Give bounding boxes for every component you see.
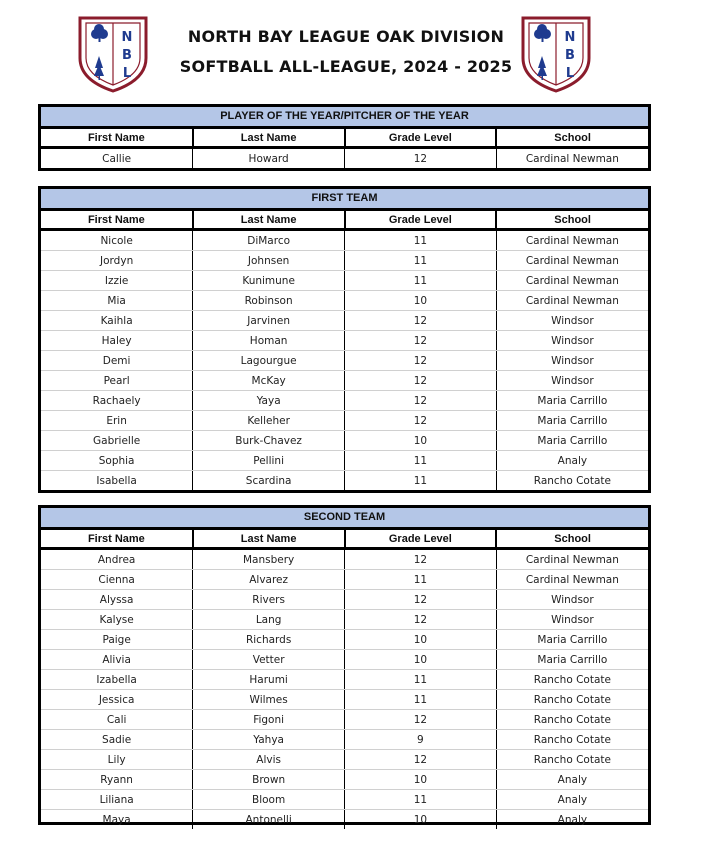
table-row xyxy=(41,750,648,770)
table-cell: Rivers xyxy=(193,590,345,610)
column-header: Grade Level xyxy=(345,211,497,230)
table-cell: Haley xyxy=(41,331,193,351)
table-cell: Rancho Cotate xyxy=(496,670,648,690)
table-cell: Maria Carrillo xyxy=(496,431,648,451)
table-row xyxy=(41,650,648,670)
table-cell: Jessica xyxy=(41,690,193,710)
table-cell: Cardinal Newman xyxy=(496,230,648,251)
table-cell: Izabella xyxy=(41,670,193,690)
table-cell: Demi xyxy=(41,351,193,371)
table-cell: 11 xyxy=(345,690,497,710)
table-cell: Maria Carrillo xyxy=(496,630,648,650)
table-cell: Figoni xyxy=(193,710,345,730)
table-row xyxy=(41,710,648,730)
table-cell: Pearl xyxy=(41,371,193,391)
column-header: Last Name xyxy=(193,129,345,148)
table-cell: Andrea xyxy=(41,549,193,570)
table-cell: 12 xyxy=(345,311,497,331)
table-cell: Bloom xyxy=(193,790,345,810)
table-cell: 12 xyxy=(345,750,497,770)
table-cell: Cardinal Newman xyxy=(496,570,648,590)
logo-letter: B xyxy=(122,48,132,63)
table-cell: Kelleher xyxy=(193,411,345,431)
table-cell: McKay xyxy=(193,371,345,391)
table-cell: Windsor xyxy=(496,331,648,351)
table-cell: Pellini xyxy=(193,451,345,471)
logo-letter: N xyxy=(564,30,576,45)
table-row xyxy=(41,570,648,590)
table-cell: Lang xyxy=(193,610,345,630)
table-row xyxy=(41,230,648,251)
table-row xyxy=(41,610,648,630)
player-of-the-year-section xyxy=(38,104,651,171)
table-row xyxy=(41,730,648,750)
table-cell: Cienna xyxy=(41,570,193,590)
section-title: FIRST TEAM xyxy=(41,189,648,211)
section-title: PLAYER OF THE YEAR/PITCHER OF THE YEAR xyxy=(41,107,648,129)
table-cell: Wilmes xyxy=(193,690,345,710)
nbl-shield-logo-right xyxy=(519,14,593,94)
column-header: School xyxy=(496,530,648,549)
column-header: School xyxy=(496,211,648,230)
table-cell: 10 xyxy=(345,810,497,830)
table-cell: Jarvinen xyxy=(193,311,345,331)
table-cell: Kunimune xyxy=(193,271,345,291)
table-cell: Izzie xyxy=(41,271,193,291)
column-header: First Name xyxy=(41,530,193,549)
nbl-shield-logo-left xyxy=(76,14,150,94)
table-cell: DiMarco xyxy=(193,230,345,251)
roster-table xyxy=(41,211,648,490)
table-cell: 12 xyxy=(345,351,497,371)
table-cell: Alvis xyxy=(193,750,345,770)
table-cell: Johnsen xyxy=(193,251,345,271)
table-row xyxy=(41,590,648,610)
table-cell: Analy xyxy=(496,451,648,471)
table-cell: Nicole xyxy=(41,230,193,251)
table-cell: 10 xyxy=(345,291,497,311)
table-cell: Yahya xyxy=(193,730,345,750)
table-row xyxy=(41,331,648,351)
table-cell: Callie xyxy=(41,148,193,169)
table-cell: 10 xyxy=(345,770,497,790)
header-row xyxy=(41,129,648,148)
table-cell: Alivia xyxy=(41,650,193,670)
table-cell: Lagourgue xyxy=(193,351,345,371)
table-cell: Liliana xyxy=(41,790,193,810)
table-cell: Gabrielle xyxy=(41,431,193,451)
table-cell: 12 xyxy=(345,549,497,570)
table-cell: Robinson xyxy=(193,291,345,311)
column-header: First Name xyxy=(41,211,193,230)
table-row xyxy=(41,451,648,471)
table-cell: 12 xyxy=(345,590,497,610)
table-cell: Brown xyxy=(193,770,345,790)
table-row xyxy=(41,148,648,169)
table-cell: Lily xyxy=(41,750,193,770)
table-cell: 11 xyxy=(345,670,497,690)
table-row xyxy=(41,630,648,650)
header-row xyxy=(41,211,648,230)
table-row xyxy=(41,311,648,331)
table-cell: Maria Carrillo xyxy=(496,391,648,411)
table-cell: Antonelli xyxy=(193,810,345,830)
table-cell: Windsor xyxy=(496,311,648,331)
table-cell: 10 xyxy=(345,650,497,670)
table-cell: Cardinal Newman xyxy=(496,549,648,570)
table-row xyxy=(41,271,648,291)
table-cell: Rancho Cotate xyxy=(496,750,648,770)
table-cell: 11 xyxy=(345,230,497,251)
table-row xyxy=(41,391,648,411)
table-row xyxy=(41,670,648,690)
table-cell: Richards xyxy=(193,630,345,650)
table-cell: Cardinal Newman xyxy=(496,251,648,271)
table-cell: Cardinal Newman xyxy=(496,271,648,291)
table-cell: Alvarez xyxy=(193,570,345,590)
table-cell: Harumi xyxy=(193,670,345,690)
table-cell: Kaihla xyxy=(41,311,193,331)
header-row xyxy=(41,530,648,549)
roster-table xyxy=(41,530,648,829)
table-cell: Cardinal Newman xyxy=(496,291,648,311)
table-cell: Isabella xyxy=(41,471,193,491)
table-cell: 12 xyxy=(345,391,497,411)
table-row xyxy=(41,770,648,790)
table-row xyxy=(41,810,648,830)
column-header: Last Name xyxy=(193,530,345,549)
table-cell: Vetter xyxy=(193,650,345,670)
table-cell: Maria Carrillo xyxy=(496,411,648,431)
table-row xyxy=(41,690,648,710)
table-cell: Cardinal Newman xyxy=(525,152,619,165)
table-cell: Howard xyxy=(193,148,345,169)
first-team-section xyxy=(38,186,651,493)
table-cell: Mia xyxy=(41,291,193,311)
table-cell: Sophia xyxy=(41,451,193,471)
table-cell: 12 xyxy=(345,371,497,391)
table-row xyxy=(41,790,648,810)
table-cell: Homan xyxy=(193,331,345,351)
table-cell: Analy xyxy=(496,790,648,810)
table-cell: Rancho Cotate xyxy=(496,710,648,730)
roster-table xyxy=(41,129,648,168)
page-subtitle: SOFTBALL ALL-LEAGUE, 2024 - 2025 xyxy=(179,57,513,76)
table-cell: Rancho Cotate xyxy=(496,690,648,710)
table-cell: 12 xyxy=(345,331,497,351)
table-cell: Rancho Cotate xyxy=(496,730,648,750)
table-cell: Ryann xyxy=(41,770,193,790)
table-row xyxy=(41,431,648,451)
table-cell: 11 xyxy=(345,271,497,291)
table-cell: Sadie xyxy=(41,730,193,750)
table-cell: 12 xyxy=(345,710,497,730)
table-cell: 11 xyxy=(345,251,497,271)
table-cell: 12 xyxy=(345,148,497,169)
column-header: Grade Level xyxy=(345,129,497,148)
table-row xyxy=(41,471,648,491)
table-row xyxy=(41,251,648,271)
table-row xyxy=(41,371,648,391)
table-cell: 9 xyxy=(345,730,497,750)
second-team-section xyxy=(38,505,651,825)
table-cell: 10 xyxy=(345,431,497,451)
table-cell: 12 xyxy=(345,610,497,630)
table-cell: Kalyse xyxy=(41,610,193,630)
page-title: NORTH BAY LEAGUE OAK DIVISION xyxy=(187,27,505,46)
table-cell: Cali xyxy=(41,710,193,730)
table-cell: Maria Carrillo xyxy=(496,650,648,670)
section-title: SECOND TEAM xyxy=(41,508,648,530)
logo-letter: L xyxy=(565,66,575,81)
table-row xyxy=(41,351,648,371)
table-row xyxy=(41,411,648,431)
table-row xyxy=(41,549,648,570)
table-cell: Paige xyxy=(41,630,193,650)
table-row xyxy=(41,291,648,311)
table-cell: Windsor xyxy=(496,610,648,630)
table-cell: Erin xyxy=(41,411,193,431)
table-cell: Windsor xyxy=(496,590,648,610)
table-cell: 10 xyxy=(345,630,497,650)
table-cell: Alyssa xyxy=(41,590,193,610)
column-header: Last Name xyxy=(193,211,345,230)
column-header: Grade Level xyxy=(345,530,497,549)
table-cell: Rancho Cotate xyxy=(533,474,611,487)
table-cell: Windsor xyxy=(496,371,648,391)
table-cell: 11 xyxy=(345,790,497,810)
table-cell: Analy xyxy=(496,770,648,790)
table-cell: 11 xyxy=(345,451,497,471)
table-cell: Yaya xyxy=(193,391,345,411)
logo-letter: N xyxy=(121,30,133,45)
table-cell: 11 xyxy=(345,471,497,491)
logo-letter: B xyxy=(565,48,575,63)
table-cell: Burk-Chavez xyxy=(193,431,345,451)
table-cell: Analy xyxy=(557,813,588,826)
table-cell: Jordyn xyxy=(41,251,193,271)
column-header: First Name xyxy=(41,129,193,148)
table-cell: Mansbery xyxy=(193,549,345,570)
page-header xyxy=(0,0,704,100)
logo-letter: L xyxy=(122,66,132,81)
table-cell: Scardina xyxy=(193,471,345,491)
table-cell: Maya xyxy=(41,810,193,830)
table-cell: Windsor xyxy=(496,351,648,371)
table-cell: 11 xyxy=(345,570,497,590)
table-cell: 12 xyxy=(345,411,497,431)
column-header: School xyxy=(496,129,648,148)
table-cell: Rachaely xyxy=(41,391,193,411)
